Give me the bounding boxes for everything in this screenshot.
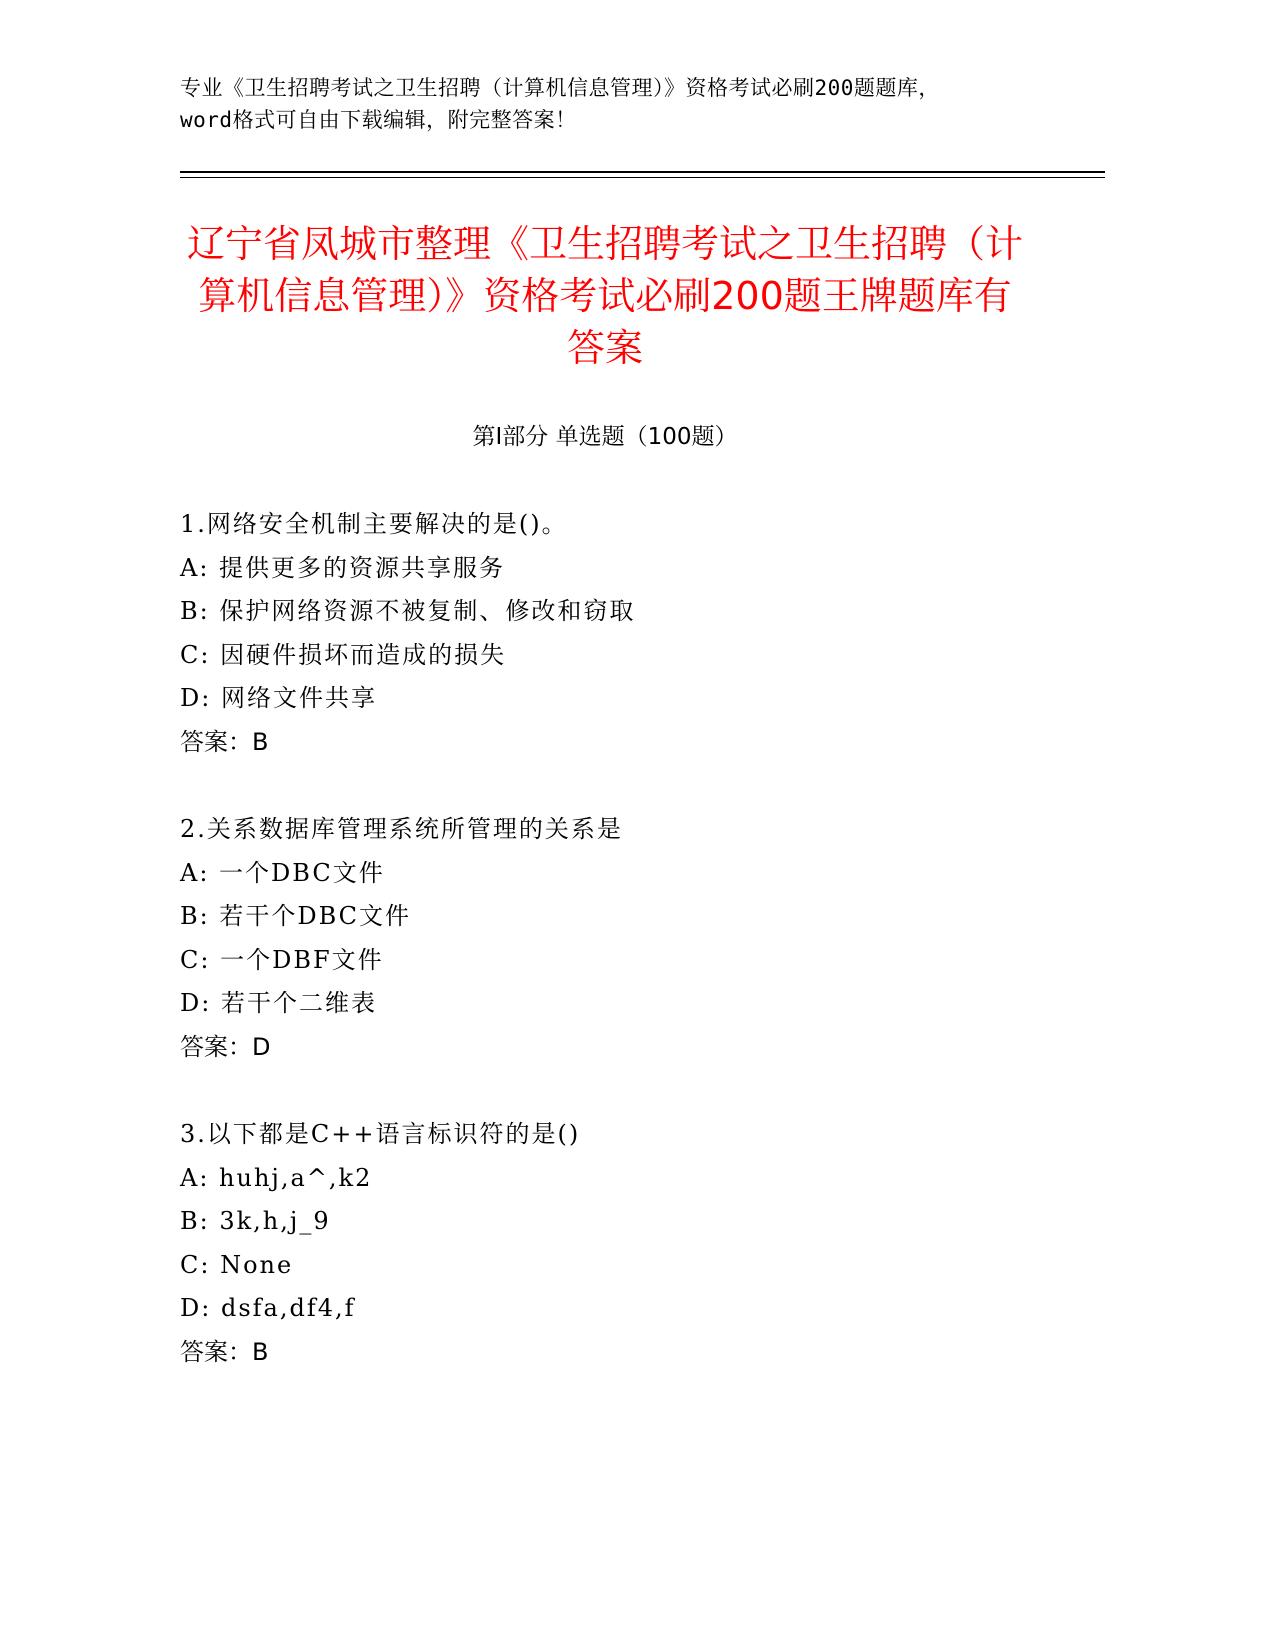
- header-rule-thick: [180, 171, 1105, 173]
- answer: 答案：B: [180, 727, 269, 756]
- option-d: D: dsfa,df4,f: [180, 1294, 356, 1322]
- option-d: D: 若干个二维表: [180, 989, 377, 1017]
- document-title: 辽宁省凤城市整理《卫生招聘考试之卫生招聘（计算机信息管理）》资格考试必刷200题王牌题库有答案: [186, 222, 1023, 370]
- option-d: D: 网络文件共享: [180, 684, 377, 712]
- answer: 答案：B: [180, 1337, 269, 1366]
- question-1: [180, 503, 1060, 764]
- question-3: [180, 1113, 1060, 1374]
- question-stem: 3.以下都是C++语言标识符的是(): [180, 1120, 581, 1148]
- option-b: B: 若干个DBC文件: [180, 902, 412, 930]
- option-a: A: huhj,a^,k2: [180, 1163, 373, 1192]
- question-stem: 1.网络安全机制主要解决的是()。: [180, 510, 568, 538]
- question-2: [180, 808, 1060, 1069]
- option-b: B: 保护网络资源不被复制、修改和窃取: [180, 597, 636, 625]
- header-note-line-1: 专业《卫生招聘考试之卫生招聘（计算机信息管理）》资格考试必刷200题题库，: [180, 76, 940, 100]
- header-note: [180, 72, 1100, 136]
- section-title: 第I部分 单选题（100题）: [472, 424, 738, 450]
- header-note-line-2: word格式可自由下载编辑，附完整答案！: [180, 108, 577, 132]
- answer: 答案：D: [180, 1032, 271, 1061]
- question-stem: 2.关系数据库管理系统所管理的关系是: [180, 815, 623, 843]
- option-c: C: 一个DBF文件: [180, 945, 384, 974]
- option-a: A: 一个DBC文件: [180, 858, 385, 887]
- header-rule-thin: [180, 177, 1105, 178]
- option-c: C: None: [180, 1250, 294, 1279]
- option-c: C: 因硬件损坏而造成的损失: [180, 640, 507, 669]
- option-a: A: 提供更多的资源共享服务: [180, 553, 506, 582]
- option-b: B: 3k,h,j_9: [180, 1207, 331, 1235]
